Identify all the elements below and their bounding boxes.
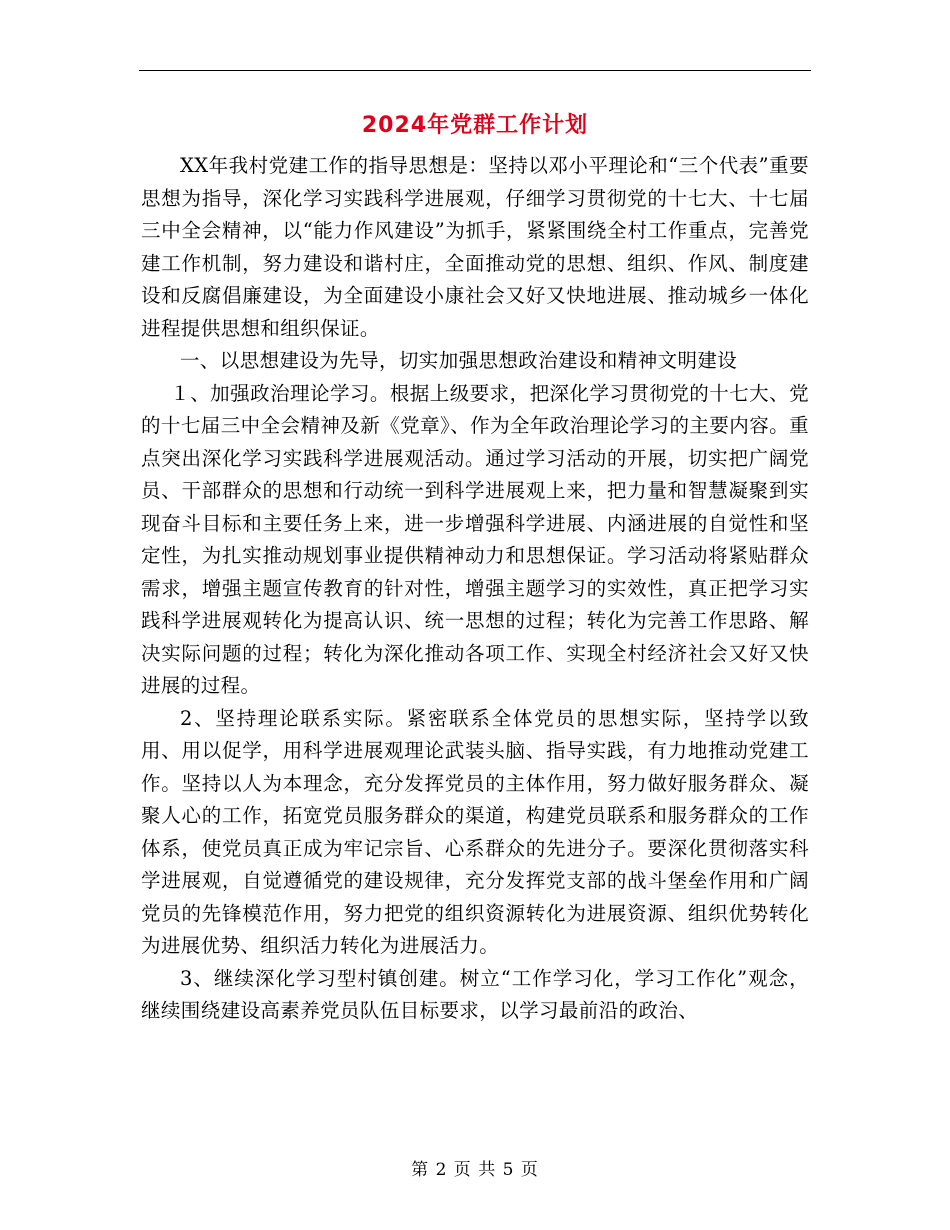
document-body xyxy=(141,150,809,1028)
paragraph-item-1: １、加强政治理论学习。根据上级要求，把深化学习贯彻党的十七大、党的十七届三中全会精神及新《党章》、作为全年政治理论学习的主要内容。重点突出深化学习实践科学进展观活动。通过学习活动的开展，切实把广阔党员、干部群众的思想和行动统一到科学进展观上来，把力量和智慧凝聚到实现奋斗目标和主要任务上来，进一步增强科学进展、内涵进展的自觉性和坚定性，为扎实推动规划事业提供精神动力和思想保证。学习活动将紧贴群众需求，增强主题宣传教育的针对性，增强主题学习的实效性，真正把学习实践科学进展观转化为提高认识、统一思想的过程；转化为完善工作思路、解决实际问题的过程；转化为深化推动各项工作、实现全村经济社会又好又快进展的过程。 xyxy=(141,381,809,697)
header-rule xyxy=(139,70,811,71)
section-heading-1: 一、以思想建设为先导，切实加强思想政治建设和精神文明建设 xyxy=(180,349,738,372)
paragraph-item-3: 3、继续深化学习型村镇创建。树立“工作学习化，学习工作化”观念，继续围绕建设高素养党员队伍目标要求，以学习最前沿的政治、 xyxy=(141,966,809,1022)
paragraph-item-2: 2、坚持理论联系实际。紧密联系全体党员的思想实际，坚持学以致用、用以促学，用科学进展观理论武装头脑、指导实践，有力地推动党建工作。坚持以人为本理念，充分发挥党员的主体作用，努力做好服务群众、凝聚人心的工作，拓宽党员服务群众的渠道，构建党员联系和服务群众的工作体系，使党员真正成为牢记宗旨、心系群众的先进分子。要深化贯彻落实科学进展观，自觉遵循党的建设规律，充分发挥党支部的战斗堡垒作用和广阔党员的先锋模范作用，努力把党的组织资源转化为进展资源、组织优势转化为进展优势、组织活力转化为进展活力。 xyxy=(141,706,809,957)
paragraph-intro: XX年我村党建工作的指导思想是：坚持以邓小平理论和“三个代表”重要思想为指导，深化学习实践科学进展观，仔细学习贯彻党的十七大、十七届三中全会精神，以“能力作风建设”为抓手，紧紧围绕全村工作重点，完善党建工作机制，努力建设和谐村庄，全面推动党的思想、组织、作风、制度建设和反腐倡廉建设，为全面建设小康社会又好又快地进展、推动城乡一体化进程提供思想和组织保证。 xyxy=(141,154,809,340)
page-number: 第 2 页 共 5 页 xyxy=(411,1160,539,1180)
document-title: 2024年党群工作计划 xyxy=(361,113,589,138)
